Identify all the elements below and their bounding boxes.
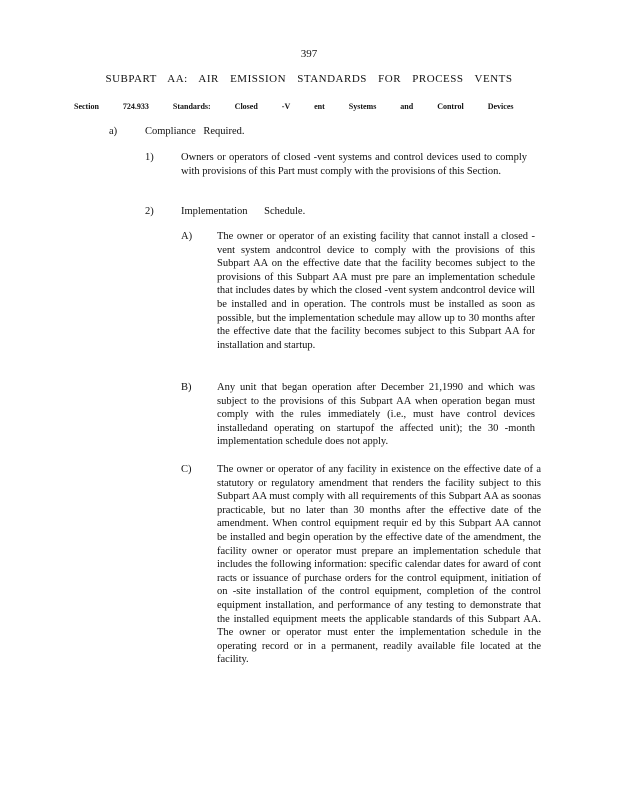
paragraph-label: a) <box>109 126 118 137</box>
paragraph-2 <box>145 205 545 221</box>
paragraph-text: Compliance Required. <box>145 126 245 137</box>
paragraph-C <box>181 463 541 703</box>
section-header: Section 724.933 Standards: Closed -V ent Systems and Control Devices <box>74 102 514 111</box>
page-number: 397 <box>300 48 318 60</box>
paragraph-text: The owner or operator of any facility in existence on the effective date of a statutory or regulatory amendment that renders the facility subject to this Subpart AA must comply with all requirements of this Subpart AA as soonas practicable, but no later than 30 months after the effective date of the amendment. When control equipment requir ed by this Subpart AA cannot be installed and begin operation by the effective date of the amendment, the facility owner or operator must prepare an implementation schedule that includes the following information: specific calendar dates for award of cont racts or issuance of purchase orders for the control equipment, initiation of on -site installation of the control equipment, completion of the control equipment installation, and performance of any testing to demonstrate that the installed equipment meets the applicable standards of this Subpart AA. The owner or operator must enter the implementation schedule in the operating record or in a permanent, readily available file located at the facility. <box>217 464 541 666</box>
paragraph-text: Implementation Schedule. <box>181 206 306 217</box>
paragraph-B <box>181 381 541 453</box>
paragraph-label: B) <box>181 382 192 393</box>
paragraph-text: Any unit that began operation after December 21,1990 and which was subject to the provisions of this Subpart AA when operation began must comply with the rules immediately (i.e., must have control devices installedand operating on startupof the affected unit); the 30 -month implementation schedule does not apply. <box>217 382 535 448</box>
paragraph-label: 2) <box>145 206 154 217</box>
paragraph-A <box>181 230 541 370</box>
paragraph-1 <box>145 151 545 196</box>
paragraph-label: C) <box>181 464 192 475</box>
paragraph-label: 1) <box>145 152 154 163</box>
subpart-title: SUBPART AA: AIR EMISSION STANDARDS FOR PROCESS VENTS <box>105 73 513 85</box>
paragraph-text: Owners or operators of closed -vent systems and control devices used to comply with provisions of this Part must comply with the provisions of this Section. <box>181 152 527 177</box>
paragraph-label: A) <box>181 231 193 242</box>
paragraph-a <box>109 125 569 141</box>
paragraph-text: The owner or operator of an existing facility that cannot install a closed -vent system andcontrol device to comply with the provisions of this Subpart AA on the effective date that the facility becomes subject to the provisions of this Subpart AA must pre pare an implementation schedule that includes dates by which the closed -vent system andcontrol device will be installed and in operation. The controls must be installed as soon as possible, but the implementation schedule may allow up to 30 months after the effective date that the facility becomes subject to this Subpart AA for installation and startup. <box>217 231 535 351</box>
